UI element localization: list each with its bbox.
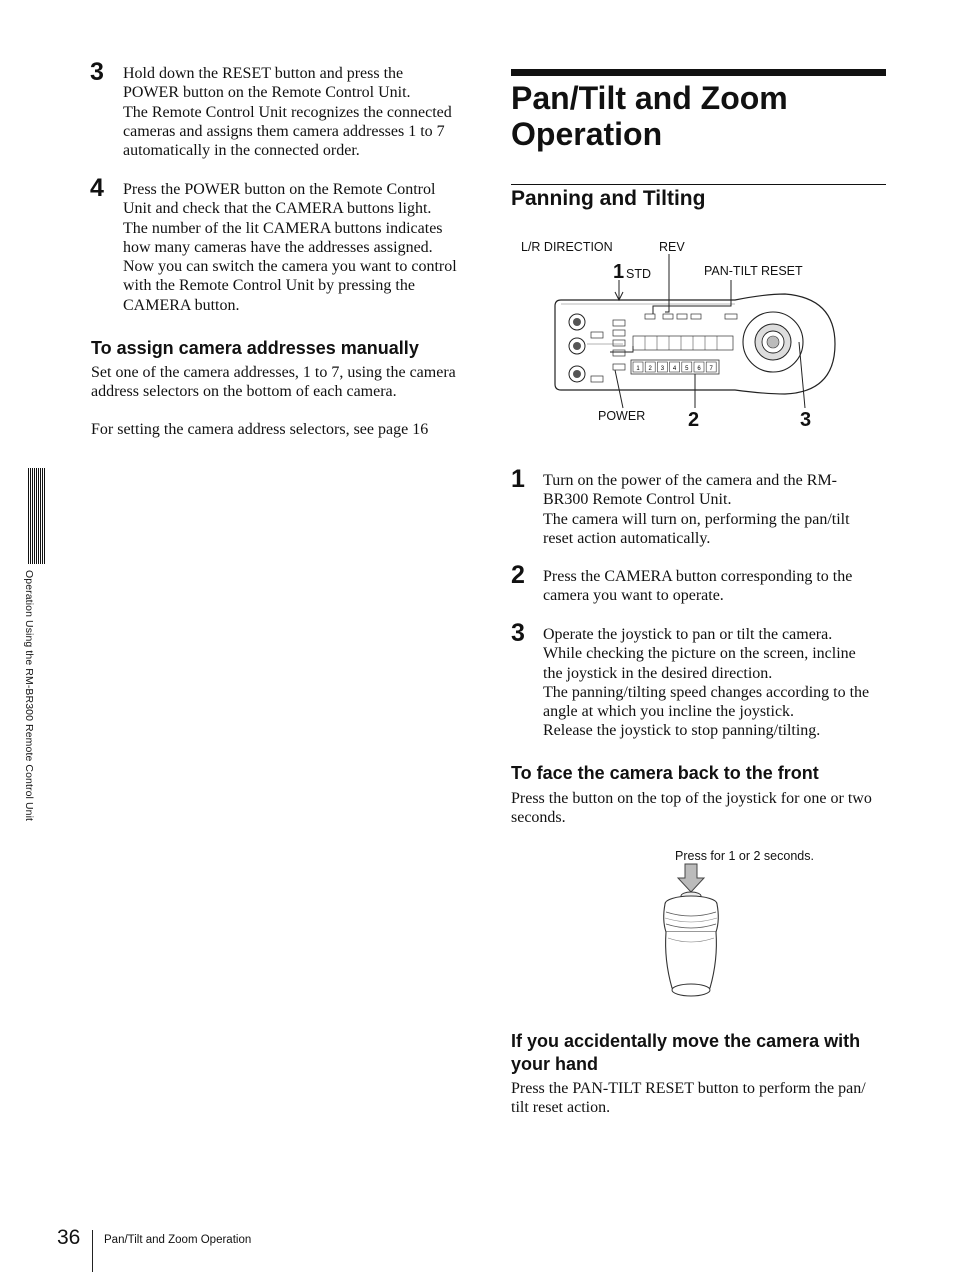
text-line: address selectors on the bottom of each camera. xyxy=(91,383,397,401)
footer-section-name: Pan/Tilt and Zoom Operation xyxy=(104,1234,252,1246)
lr-direction-label: L/R DIRECTION xyxy=(521,240,613,254)
text-line: angle at which you incline the joystick. xyxy=(543,703,795,721)
side-tab-text: Operation Using the RM-BR300 Remote Control Unit xyxy=(23,570,35,822)
text-line: Press the button on the top of the joystick for one or two xyxy=(511,790,872,807)
text-line: The panning/tilting speed changes according to the xyxy=(543,683,870,701)
text-line: While checking the picture on the screen, incline xyxy=(543,645,856,663)
text-line: the joystick in the desired direction. xyxy=(543,664,773,682)
face-front-heading: To face the camera back to the front xyxy=(511,763,819,783)
text-line: The Remote Control Unit recognizes the connected xyxy=(123,103,452,121)
section-rule xyxy=(511,184,886,185)
std-label: STD xyxy=(626,267,651,281)
camera-button-label: 6 xyxy=(697,366,701,372)
text-line: The camera will turn on, performing the pan/tilt xyxy=(543,510,850,528)
text-line: Now you can switch the camera you want to control xyxy=(123,258,457,276)
text-line: with the Remote Control Unit by pressing the xyxy=(123,277,415,295)
step-1-text xyxy=(543,471,888,548)
remote-control-drawing xyxy=(515,236,845,436)
heading-line: If you accidentally move the camera with xyxy=(511,1031,861,1051)
text-line: automatically in the connected order. xyxy=(123,142,360,160)
text-line: camera you want to operate. xyxy=(543,587,724,605)
text-line: tilt reset action. xyxy=(511,1099,611,1117)
text-line: Unit and check that the CAMERA buttons light. xyxy=(123,200,432,218)
joystick-illustration xyxy=(650,860,740,1005)
callout-2: 2 xyxy=(688,409,700,431)
accident-text xyxy=(511,1079,891,1118)
text-line: Release the joystick to stop panning/tilting. xyxy=(543,722,821,740)
step-number: 2 xyxy=(511,561,525,589)
see-page-reference[interactable]: For setting the camera address selectors, see page 16 xyxy=(91,421,429,438)
text-line: CAMERA button. xyxy=(123,296,240,314)
text-line: Press the CAMERA button corresponding to the xyxy=(543,568,853,585)
camera-button-label: 5 xyxy=(685,366,689,372)
joystick-caption: Press for 1 or 2 seconds. xyxy=(675,849,814,863)
manual-assign-heading: To assign camera addresses manually xyxy=(91,338,419,358)
accident-heading xyxy=(511,1030,891,1076)
step-number: 4 xyxy=(90,174,104,202)
camera-button-label: 2 xyxy=(648,366,652,372)
step-2-text xyxy=(543,567,888,606)
camera-button-label: 3 xyxy=(660,366,665,372)
callout-1: 1 xyxy=(613,261,625,283)
section-title: Panning and Tilting xyxy=(511,187,706,210)
text-line: how many cameras have the addresses assigned. xyxy=(123,238,433,256)
text-line: cameras and assigns them camera addresses 1 to 7 xyxy=(123,122,445,140)
heading-line: your hand xyxy=(511,1054,599,1074)
title-rule xyxy=(511,69,886,76)
side-tab-marker xyxy=(28,468,46,564)
title-line: Pan/Tilt and Zoom xyxy=(511,80,788,116)
text-line: POWER button on the Remote Control Unit. xyxy=(123,84,411,102)
text-line: seconds. xyxy=(511,809,566,827)
step-number: 3 xyxy=(511,619,525,647)
text-line: Hold down the RESET button and press the xyxy=(123,65,404,82)
page-title xyxy=(511,80,788,152)
callout-3: 3 xyxy=(800,409,812,431)
remote-control-diagram xyxy=(515,236,845,436)
text-line: The number of the lit CAMERA buttons indicates xyxy=(123,219,443,237)
step-3-text xyxy=(123,64,473,160)
page-number: 36 xyxy=(57,1226,81,1249)
manual-assign-text xyxy=(91,363,471,402)
rev-label: REV xyxy=(659,240,685,254)
text-line: reset action automatically. xyxy=(543,529,711,547)
power-label: POWER xyxy=(598,409,646,423)
text-line: Operate the joystick to pan or tilt the camera. xyxy=(543,626,833,643)
camera-button-row xyxy=(633,362,716,372)
step-3-right-text xyxy=(543,625,888,741)
text-line: Set one of the camera addresses, 1 to 7, using the camera xyxy=(91,364,456,381)
face-front-text xyxy=(511,789,891,828)
text-line: Press the POWER button on the Remote Control xyxy=(123,181,436,198)
text-line: Turn on the power of the camera and the RM- xyxy=(543,472,837,489)
camera-button-label: 7 xyxy=(709,366,713,372)
pan-tilt-reset-label: PAN-TILT RESET xyxy=(704,264,803,278)
step-4-text xyxy=(123,180,473,315)
step-number: 1 xyxy=(511,465,525,493)
text-line: Press the PAN-TILT RESET button to perform the pan/ xyxy=(511,1080,866,1097)
camera-button-label: 4 xyxy=(672,366,677,372)
step-number: 3 xyxy=(90,58,104,86)
camera-button-label: 1 xyxy=(636,366,640,372)
footer-divider xyxy=(92,1230,93,1272)
text-line: BR300 Remote Control Unit. xyxy=(543,491,732,509)
title-line: Operation xyxy=(511,116,663,152)
